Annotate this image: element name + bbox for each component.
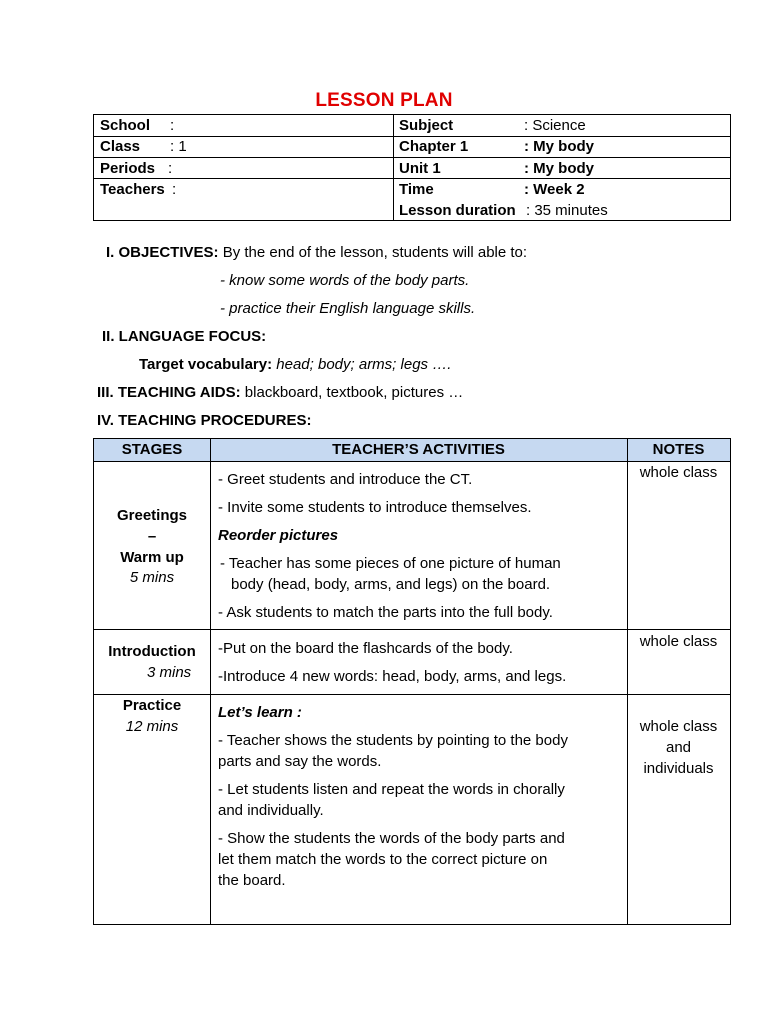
notes-cell: whole class — [639, 718, 718, 735]
activity-line: -Put on the board the flashcards of the body. — [218, 640, 513, 657]
objectives-text: By the end of the lesson, students will able to: — [222, 244, 528, 261]
stage-time: 3 mins — [147, 664, 192, 681]
class-label: Class — [100, 138, 141, 155]
activity-subheading: Let’s learn : — [218, 704, 302, 721]
unit-value: : My body — [524, 160, 594, 177]
procedures-heading: IV. TEACHING PROCEDURES: — [97, 412, 312, 429]
column-header-activities: TEACHER’S ACTIVITIES — [332, 441, 505, 458]
notes-cell: whole class — [639, 464, 718, 481]
activity-line: and individually. — [218, 802, 324, 819]
lesson-info-table — [93, 114, 731, 221]
activity-line: let them match the words to the correct picture on — [218, 851, 548, 868]
info-row-divider — [94, 157, 730, 158]
vocabulary-label: Target vocabulary: — [139, 356, 273, 373]
column-divider — [627, 439, 628, 924]
activity-line: parts and say the words. — [218, 753, 382, 770]
column-header-notes: NOTES — [652, 441, 705, 458]
class-value: : 1 — [170, 138, 187, 155]
page-title: LESSON PLAN — [315, 90, 453, 111]
info-column-divider — [393, 115, 394, 220]
stage-time: 12 mins — [125, 718, 179, 735]
subject-value: : Science — [524, 117, 586, 134]
activity-line: - Let students listen and repeat the words in chorally — [218, 781, 565, 798]
periods-label: Periods — [100, 160, 156, 177]
objective-item: - practice their English language skills. — [220, 300, 476, 317]
notes-cell: and — [665, 739, 692, 756]
activity-line: - Show the students the words of the body parts and — [218, 830, 565, 847]
teaching-aids-heading: III. TEACHING AIDS: — [97, 384, 241, 401]
stage-name: Introduction — [108, 643, 196, 660]
stage-name: Greetings — [116, 507, 188, 524]
objective-item: - know some words of the body parts. — [220, 272, 470, 289]
stage-name: Practice — [122, 697, 182, 714]
activity-line: - Greet students and introduce the CT. — [218, 471, 473, 488]
activity-line: -Introduce 4 new words: head, body, arms, and legs. — [218, 668, 567, 685]
info-row-divider — [94, 136, 730, 137]
teachers-value: : — [172, 181, 177, 198]
activity-line: - Invite some students to introduce themselves. — [218, 499, 532, 516]
vocabulary-line — [139, 356, 451, 373]
activity-line: - Teacher has some pieces of one picture of human — [220, 555, 561, 572]
school-value: : — [170, 117, 175, 134]
activity-line: the board. — [218, 872, 286, 889]
notes-cell: individuals — [643, 760, 714, 777]
activity-line: body (head, body, arms, and legs) on the board. — [231, 576, 551, 593]
notes-cell: whole class — [639, 633, 718, 650]
stage-sub: Warm up — [120, 549, 184, 566]
activity-line: - Teacher shows the students by pointing to the body — [218, 732, 568, 749]
teaching-aids-value: blackboard, textbook, pictures … — [244, 384, 464, 401]
periods-value: : — [168, 160, 173, 177]
info-row-divider — [94, 178, 730, 179]
time-label: Time — [399, 181, 434, 198]
time-value: : Week 2 — [524, 181, 585, 198]
procedures-table — [93, 438, 731, 925]
activity-line: - Ask students to match the parts into the full body. — [218, 604, 553, 621]
stage-time: 5 mins — [129, 569, 175, 586]
teachers-label: Teachers — [100, 181, 165, 198]
school-label: School — [100, 117, 151, 134]
stage-dash: – — [147, 528, 157, 545]
chapter-label: Chapter 1 — [399, 138, 469, 155]
unit-label: Unit 1 — [399, 160, 441, 177]
teaching-aids-line — [97, 384, 463, 401]
objectives-line — [106, 244, 527, 261]
column-divider — [210, 439, 211, 924]
column-header-stages: STAGES — [121, 441, 183, 458]
activity-subheading: Reorder pictures — [218, 527, 339, 544]
duration-label: Lesson duration — [399, 202, 516, 219]
objectives-heading: I. OBJECTIVES: — [106, 244, 219, 261]
subject-label: Subject — [399, 117, 454, 134]
row-divider — [94, 629, 730, 630]
chapter-value: : My body — [524, 138, 594, 155]
vocabulary-value: head; body; arms; legs …. — [276, 356, 452, 373]
language-focus-heading: II. LANGUAGE FOCUS: — [102, 328, 267, 345]
duration-value: : 35 minutes — [526, 202, 608, 219]
